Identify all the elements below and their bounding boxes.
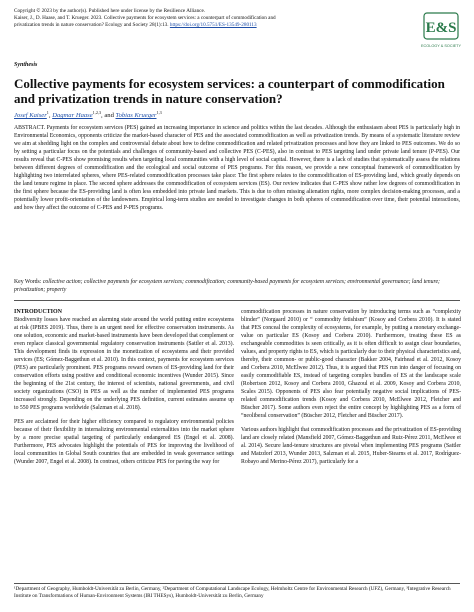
journal-logo-icon — [420, 10, 462, 50]
body-column-left — [14, 308, 234, 472]
author-name[interactable]: Tobias Krueger — [115, 112, 157, 120]
citation-line-2 — [14, 22, 414, 29]
keywords — [14, 278, 460, 294]
paragraph: Biodiversity losses have reached an alarming state around the world putting entire ecosystems at risk (IPBES 2019). Thus, there is an urgent need for effective conservation instruments. As one solution, economic and market-based instruments have been developed that complement or even replace classical governmental regulatory conservation instruments (Sattler et al. 2013). This development finds its expression in the monetization of ecosystems and their provided services (ES; Gómez-Baggethun et al. 2010). In this context, payments for ecosystem services (PES) are particularly prominent. PES programs reward owners of ES-providing land for their conservation efforts using positive and conditional economic incentives (Wunder 2015). Since the beginning of the 21st century, the interest of scientists, national governments, and civil society organizations (CSO) in PES as well as the number of implemented PES programs increased strongly. Depending on the underlying PES definition, current estimates assume up to 550 PES programs worldwide (Salzman et al. 2018). — [14, 317, 234, 412]
copyright-line: Copyright © 2023 by the author(s). Published here under license by the Resilience Alliance. — [14, 8, 206, 14]
paragraph: PES are acclaimed for their higher efficiency compared to regulatory environmental policies because of their flexibility in internalizing environmental externalities into the market sphere by a more precise spatial targeting of particularly endangered ES (Engel et al. 2008). Furthermore, PES advocates highlight the potentials of PES for improving the livelihood of local communities in Global South countries that are embedded in weak governance settings (Wunder 2007, Engel et al. 2008). In contrast, others criticize PES for paving the way for — [14, 419, 234, 466]
divider — [14, 300, 460, 301]
citation-line-1: Kaiser, J., D. Haase, and T. Krueger. 2023. Collective payments for ecosystem services: a counterpart of commodification and — [14, 15, 276, 22]
author-affiliation: 1 — [46, 110, 49, 115]
abstract-text: Payments for ecosystem services (PES) gained an increasing importance in science and politics within the last decades. Although the enthusiasm about PES is particularly high in Environmental Economics, opponents criticize the market-based character of PES and the associated commodification as well as privatization trends. By means of a systematic literature review we aim at shedding light on the complex and controversial debate about how to define commodification and related privatization processes and how they are linked to PES outcomes. We do so by setting a particular focus on the potentials and challenges of community-based and collective PES (C-PES), also in contrast to PES targeting land under private land tenure (P-PES). Our results reveal that C-PES show promising results when targeting local communities with a high level of social capital. However, there is a lack of studies that systematically assess the relations between different degrees of commodification and the ecological and social outcome of PES programs. For this reason, we provide a new conceptual framework of commodification by highlighting two interrelated spheres, where PES-related commodification processes take place: The first sphere relates to the commodification of ES-providing land, which greatly depends on the land tenure regime in place. The second sphere addresses the commodification of ecosystem services (ES). Our review indicates that C-PES show rather low degrees of commodification in the first sphere because the ES-providing land is often less embedded into private land markets. This is due to often missing alienation rights, more complex decision-making processes, and a potentially lower profit-orientation of the landowners. Empirical long-term studies are needed to investigate changes in both spheres of commodification over time, their potential interactions, and how they affect the outcome of C-PES and P-PES programs. — [14, 125, 461, 212]
article-header — [14, 8, 414, 30]
author-affiliation: 1,3 — [156, 110, 162, 115]
keywords-text: collective action; collective payments for ecosystem services; commodification; community-based payments for ecosystem services; environmental governance; land tenure; privatization; property — [14, 279, 440, 293]
author-name[interactable]: Josef Kaiser — [14, 112, 47, 120]
logo-text: E&S — [425, 20, 457, 36]
abstract — [14, 124, 460, 213]
keywords-label: Key Words: — [14, 279, 42, 285]
paragraph: commodification processes in nature conservation by introducing terms such as “complexity blinder” (Norgaard 2010) or “ commodity fetishism” (Kosoy and Corbera 2010). It is stated that PES conceal the complexity of ecosystems, for example, by putting a monetary exchange-value on particular ES (Kosoy and Corbera 2010). Furthermore, treating these ES as exchangeable commodities is seen critically, as it is often difficult to assign clear boundaries, values, and property rights to ES, which is particularly due to their physical characteristics and, thereby, their common- or public-good character (Bakker 2004, Fairhead et al. 2012, Kosoy and Corbera 2010, McElwee 2012). Thus, it is argued that PES run into danger of focusing on easily commodifiable ES, instead of targeting complex bundles of ES at the landscape scale (Robertson 2012, Kosoy and Corbera 2010, Ghazoul et al. 2009, Kosoy and Corbera 2010, Scales 2015). Opponents of PES also fear potentially negative social implications of PES-related commodification trends (Kosoy and Corbera 2010, McElwee 2012, Fletcher and Büscher 2017). Some authors even reject the entire concept by highlighting PES as a form of “neoliberal conservation” (Büscher 2012, Fletcher and Büscher 2017). — [241, 309, 461, 420]
paragraph: Various authors highlight that commodification processes and the privatization of ES-providing land are closely related (Mansfield 2007, Gómez-Baggethun and Ruiz-Pérez 2011, McElwee et al. 2014). Secure land-tenure structures are pivotal when implementing PES programs (Sattler and Matzdorf 2013, Wunder 2013, Salzman et al. 2015, Huber-Stearns et al. 2017, Rodríguez-Robayo and Merino-Pérez 2017), particularly for a — [241, 427, 461, 466]
author-separator: , and — [101, 112, 116, 120]
author-affiliation: 1,2,3 — [92, 110, 102, 115]
section-heading: INTRODUCTION — [14, 309, 63, 315]
affiliation-footnote: ¹Department of Geography, Humboldt-Universität zu Berlin, Germany, ²Department of Computational Landscape Ecology, Helmholtz Centre for Environmental Research (UFZ), Germany, ³Integrative Research Institute on Transformations of Human-Environment Systems (IRI THESys), Humboldt-Universität zu Berlin, Germany — [14, 586, 451, 599]
author-list — [14, 108, 162, 120]
doi-link[interactable]: https://doi.org/10.5751/ES-13549-280113 — [169, 22, 257, 29]
abstract-label: ABSTRACT. — [14, 125, 46, 131]
footnote-divider — [14, 583, 460, 584]
section-label: Synthesis — [14, 62, 38, 68]
author-separator: , — [48, 112, 53, 120]
journal-logo[interactable] — [420, 10, 462, 50]
article-title: Collective payments for ecosystem services: a counterpart of commodification and privatization trends in nature conservation? — [14, 76, 445, 106]
logo-subtext: ECOLOGY & SOCIETY — [420, 44, 462, 48]
citation-prefix: privatization trends in nature conservation? Ecology and Society 28(1):13. — [14, 22, 169, 29]
author-name[interactable]: Dagmar Haase — [52, 112, 93, 120]
body-column-right — [241, 308, 461, 472]
